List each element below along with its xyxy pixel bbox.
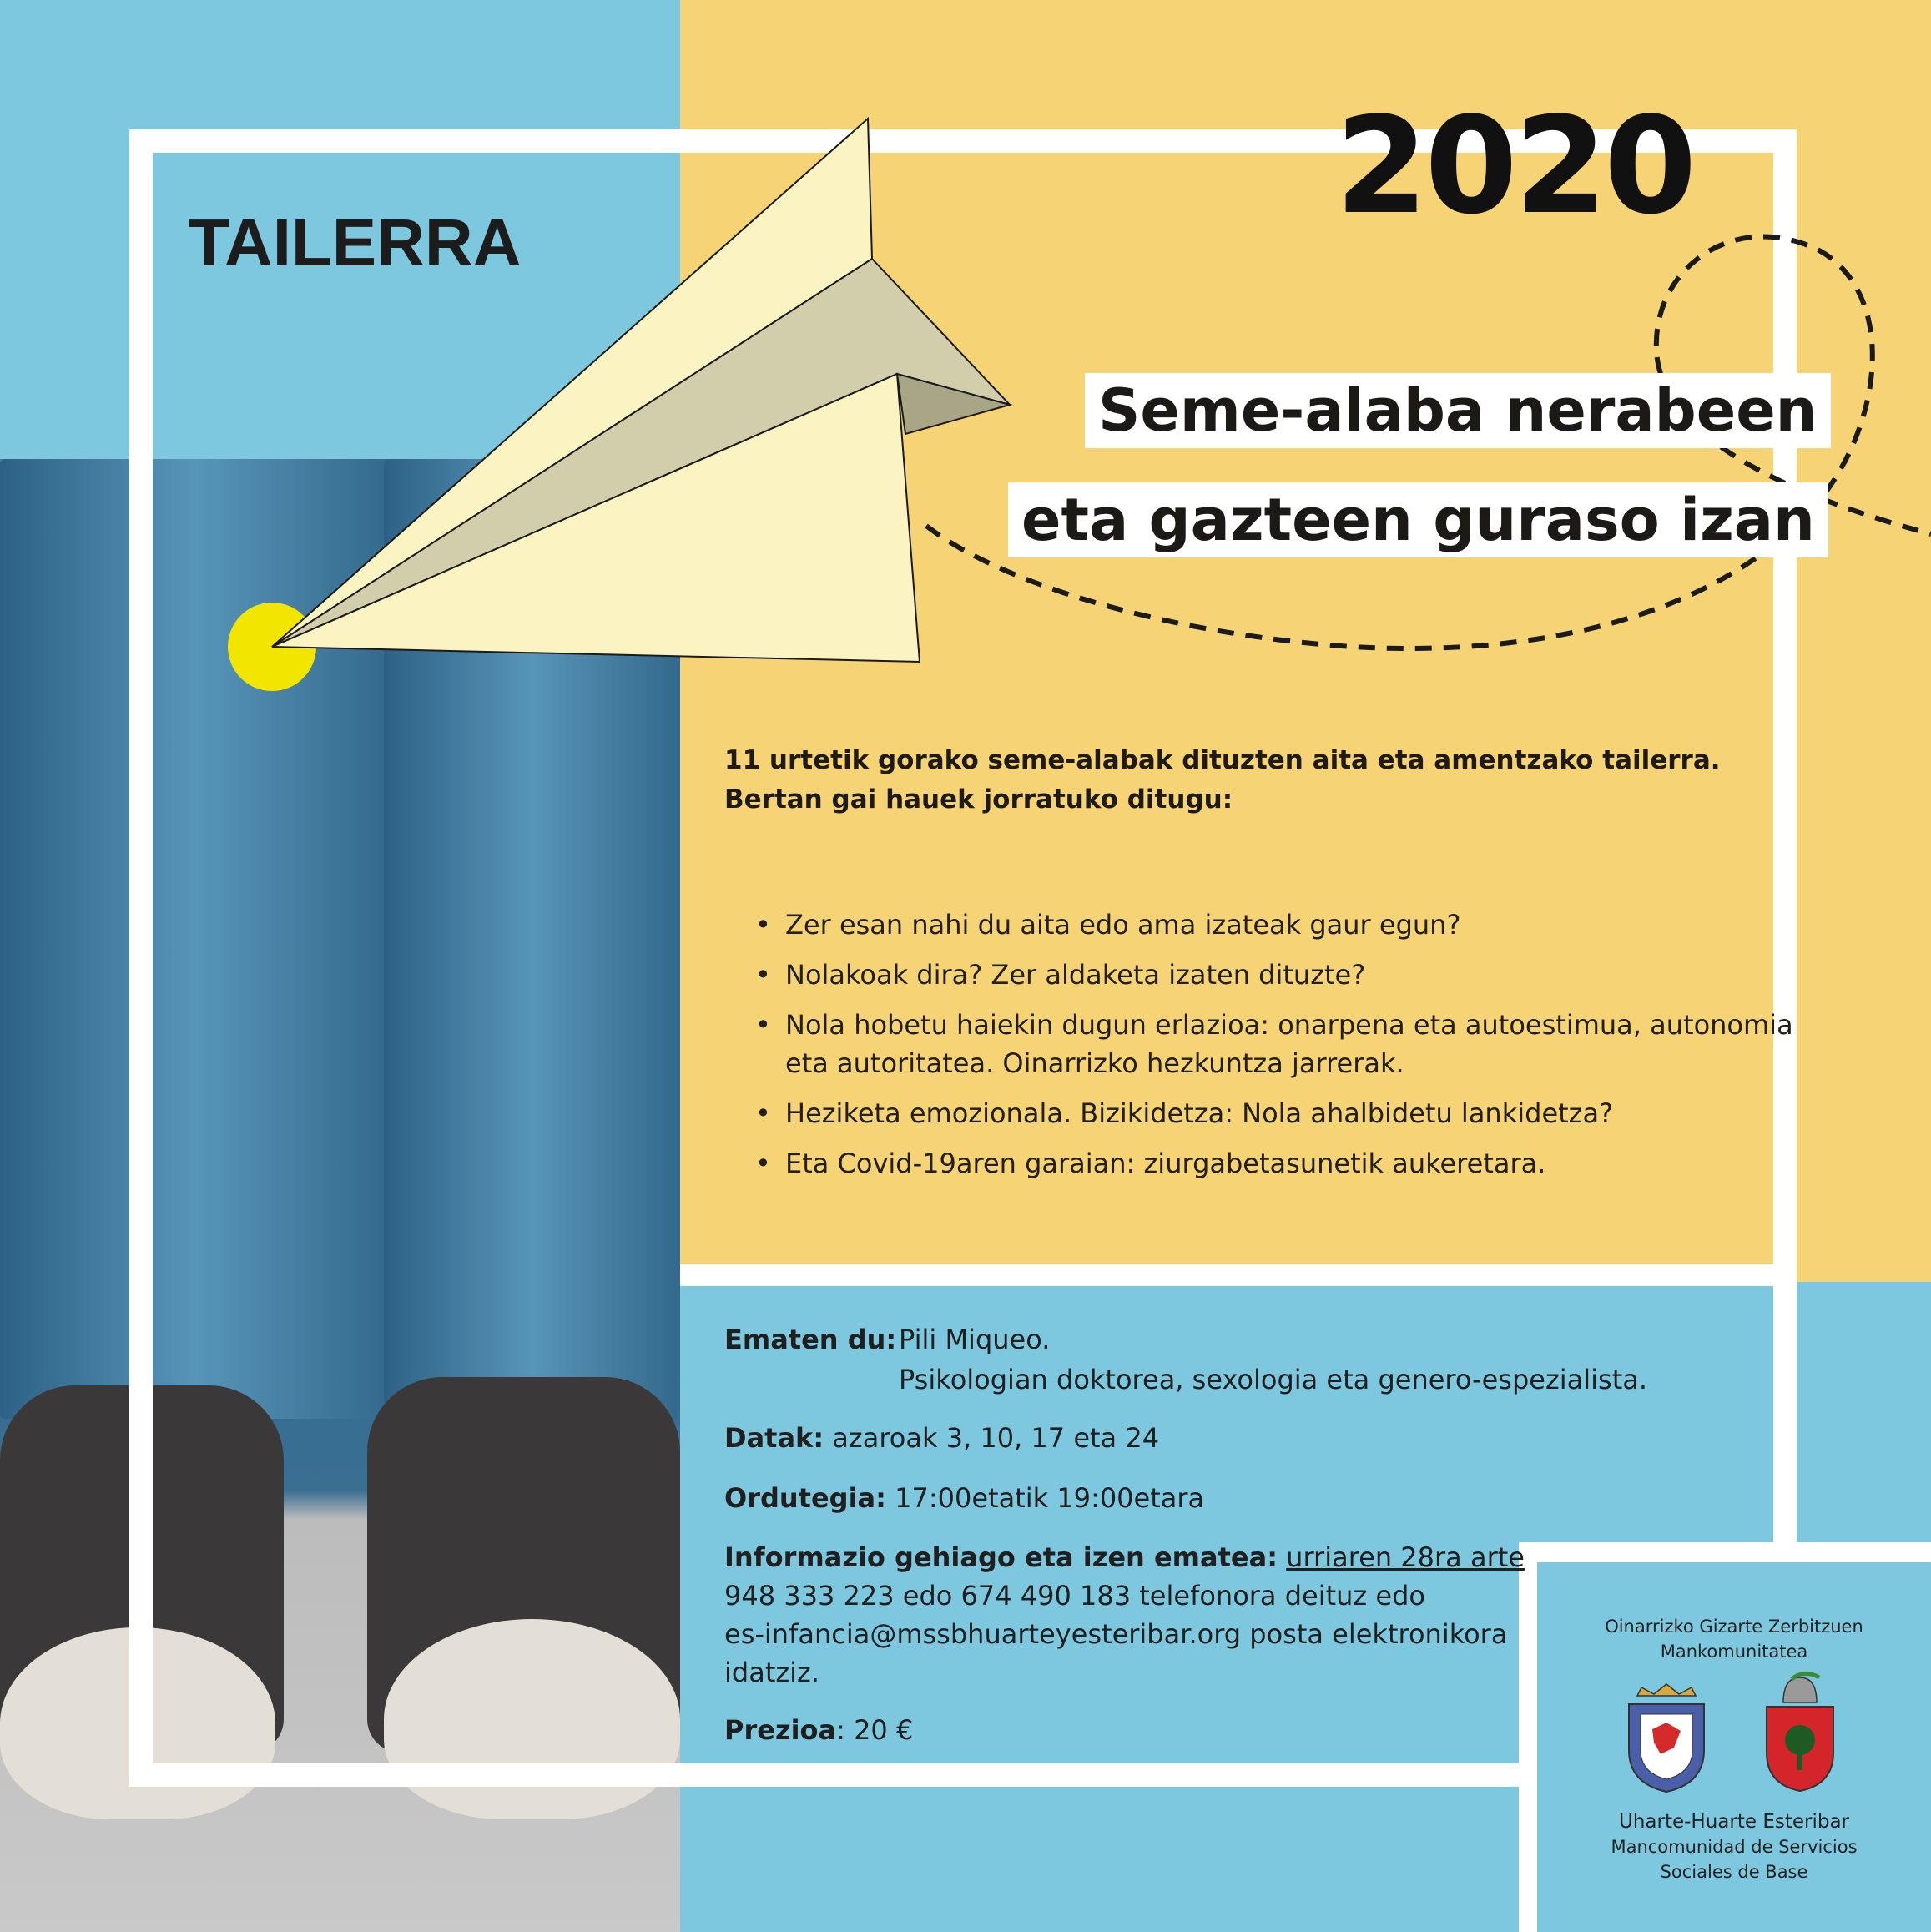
schedule-label: Ordutegia:	[724, 1482, 886, 1514]
dates-row	[724, 1419, 1159, 1457]
org-name-spanish: Mancomunidad de Servicios Sociales de Base	[1611, 1837, 1858, 1882]
year-heading: 2020	[1335, 88, 1694, 244]
org-name-basque: Oinarrizko Gizarte Zerbitzuen Mankomunitatea	[1605, 1617, 1863, 1662]
intro-line-1: 11 urtetik gorako seme-alabak dituzten aita eta amentzako tailerra.	[724, 745, 1721, 775]
price-row	[724, 1711, 913, 1749]
dates-label: Datak:	[724, 1422, 824, 1454]
registration-end: idatziz.	[724, 1657, 820, 1688]
registration-deadline: urriaren 28ra arte	[1286, 1541, 1525, 1573]
dates-value: azaroak 3, 10, 17 eta 24	[832, 1422, 1160, 1454]
instructor-name: Pili Miqueo.	[899, 1324, 1051, 1355]
registration-email: es-infancia@mssbhuarteyesteribar.org posta elektronikora	[724, 1618, 1508, 1650]
workshop-label: TAILERRA	[189, 205, 522, 280]
org-towns: Uharte-Huarte Esteribar	[1618, 1811, 1849, 1833]
organization-box	[1537, 1562, 1931, 1932]
uharte-coat-of-arms-icon	[1621, 1679, 1712, 1796]
topic-item: • Heziketa emozionala. Bizikidetza: Nola ahalbidetu lankidetza?	[755, 1094, 1807, 1132]
price-value: : 20 €	[836, 1714, 914, 1746]
registration-phones: 948 333 223 edo 674 490 183 telefonora deituz edo	[724, 1580, 1425, 1612]
topic-item: • Zer esan nahi du aita edo ama izateak gaur egun?	[755, 905, 1807, 944]
instructor-description: Psikologian doktorea, sexologia eta genero-espezialista.	[899, 1364, 1648, 1395]
topic-item: • Nolakoak dira? Zer aldaketa izaten dituzte?	[755, 956, 1807, 994]
schedule-row	[724, 1479, 1204, 1517]
intro-text	[724, 741, 1809, 820]
title-line-1: Seme-alaba nerabeen	[1085, 373, 1831, 448]
schedule-value: 17:00etatik 19:00etara	[895, 1482, 1205, 1514]
registration-info	[724, 1538, 1525, 1692]
topics-list	[755, 905, 1807, 1194]
instructor-label: Ematen du:	[724, 1324, 897, 1355]
price-label: Prezioa	[724, 1714, 837, 1746]
registration-label: Informazio gehiago eta izen ematea:	[724, 1541, 1278, 1573]
topic-item: • Eta Covid-19aren garaian: ziurgabetasunetik aukeretara.	[755, 1144, 1807, 1183]
title-line-2: eta gazteen guraso izan	[1008, 482, 1828, 557]
topic-item: • Nola hobetu haiekin dugun erlazioa: onarpena eta autoestimua, autonomia eta autoritatea. Oinarrizko hezkuntza jarrerak.	[755, 1006, 1807, 1082]
esteribar-coat-of-arms-icon	[1754, 1669, 1846, 1794]
intro-line-2: Bertan gai hauek jorratuko ditugu:	[724, 784, 1233, 815]
